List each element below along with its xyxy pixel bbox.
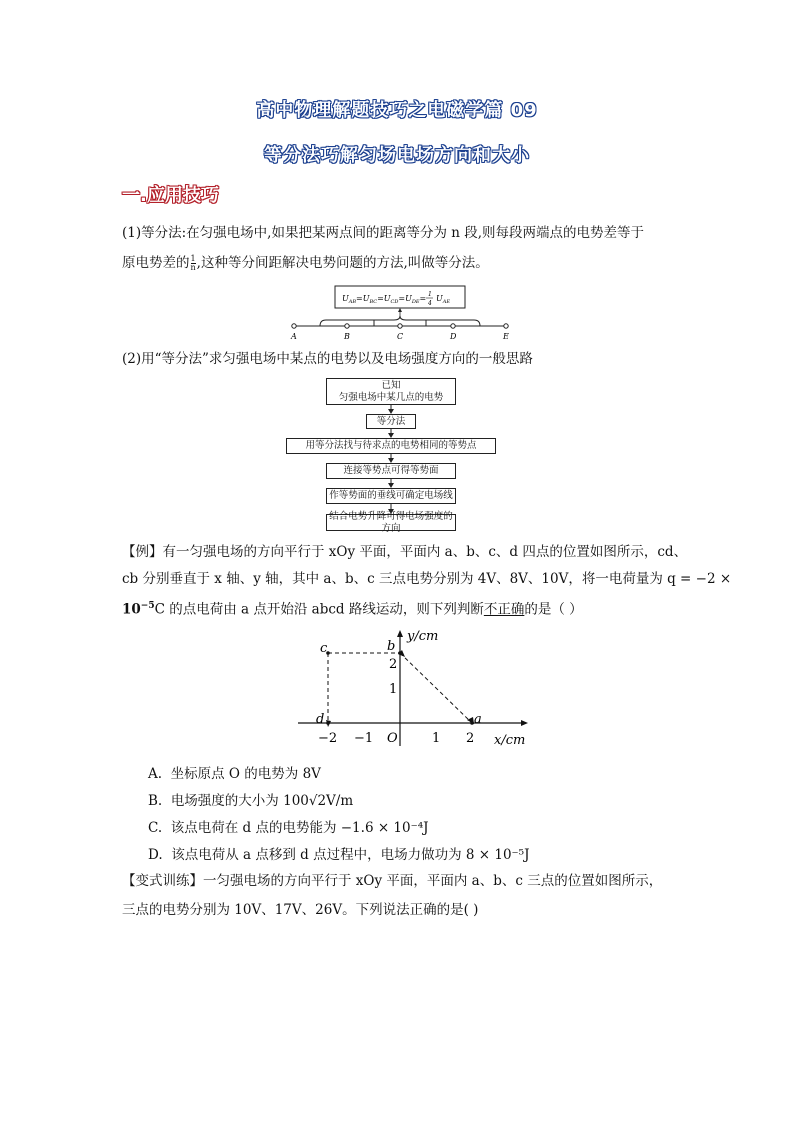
flow-box-direction-label: 结合电势升降可得电场强度的方向	[329, 510, 453, 534]
label-b: b	[387, 639, 396, 654]
flow-box-perp	[326, 488, 456, 504]
exp-power: −5	[140, 601, 155, 611]
flow-box-direction	[326, 510, 456, 534]
flow-box-method-label: 等分法	[376, 415, 406, 427]
flow-box-connect	[326, 463, 456, 479]
ba-dash	[400, 653, 472, 723]
option-a	[148, 762, 321, 782]
fraction-den: n	[190, 263, 196, 272]
flow-box-known-line2: 匀强电场中某几点的电势	[338, 391, 444, 403]
option-c-text: 该点电荷在 d 点的电势能为 −1.6 × 10⁻⁴J	[170, 820, 429, 836]
fraction	[191, 255, 196, 272]
point-e-label: E	[503, 332, 509, 341]
formula-text: $U_{AB}=U_{BC}=U_{CD}=U_{DE}=$	[342, 294, 427, 305]
flow-box-method	[366, 414, 416, 429]
point-a-label: A	[291, 332, 297, 341]
coordinate-graph	[290, 624, 535, 749]
point-a-marker	[292, 324, 296, 328]
point-d-label: D	[450, 332, 457, 341]
frac-1: 1	[428, 291, 432, 298]
label-c: c	[320, 641, 328, 656]
point-b-label: B	[344, 332, 350, 341]
flow-box-connect-label: 连接等势点可得等势面	[343, 465, 439, 476]
x-tick-2: 2	[466, 731, 475, 746]
point-e-marker	[504, 324, 508, 328]
label-a: a	[474, 712, 482, 727]
point-d-marker	[451, 324, 455, 328]
option-a-label: A.	[148, 766, 163, 782]
variant-line1: 【变式训练】一匀强电场的方向平行于 xOy 平面，平面内 a、b、c 三点的位置如图所示，	[122, 873, 663, 889]
option-b-text: 电场强度的大小为 100√2V/m	[170, 793, 354, 809]
label-d: d	[316, 712, 325, 727]
option-d-text: 该点电荷从 a 点移到 d 点过程中，电场力做功为 8 × 10⁻⁵J	[171, 847, 530, 863]
example-line3-b: C 的点电荷由 a 点开始沿 abcd 路线运动，则下列判断	[154, 601, 484, 618]
flow-box-known	[326, 378, 456, 405]
option-b	[148, 789, 353, 809]
page-subtitle: 等分法巧解匀场电场方向和大小	[264, 145, 530, 166]
para1-line2	[122, 253, 489, 273]
option-a-text: 坐标原点 O 的电势为 8V	[170, 766, 321, 782]
y-tick-1: 1	[389, 682, 398, 697]
flow-box-perp-label: 作等势面的垂线可确定电场线	[329, 490, 453, 501]
option-d	[148, 843, 530, 863]
x-tick-neg2: −2	[318, 731, 338, 746]
frac-4: 4	[428, 300, 432, 307]
option-c	[148, 816, 429, 836]
option-d-label: D.	[148, 847, 163, 863]
flow-box-known-line1: 已知	[381, 379, 401, 391]
page-title: 高中物理解题技巧之电磁学篇 09	[256, 100, 538, 121]
flow-box-find-label: 用等分法找与待求点的电势相同的等势点	[305, 440, 477, 451]
y-tick-2: 2	[389, 657, 398, 672]
variant-line2: 三点的电势分别为 10V、17V、26V。下列说法正确的是( )	[122, 902, 479, 918]
point-d-dot	[326, 721, 330, 725]
example-line3	[122, 596, 583, 620]
para1-line2-b: ,这种等分间距解决电势问题的方法,叫做等分法。	[196, 255, 489, 271]
origin-label: O	[387, 731, 398, 746]
y-axis-label: y/cm	[407, 629, 439, 644]
x-tick-1: 1	[432, 731, 441, 746]
formula-uae: $U_{AE}$	[436, 294, 451, 305]
fraction-num: 1	[190, 254, 196, 263]
para1-line1: (1)等分法:在匀强电场中,如果把某两点间的距离等分为 n 段,则每段两端点的电势差等于	[122, 225, 645, 241]
section-heading: 一.应用技巧	[122, 185, 219, 206]
option-b-label: B.	[148, 793, 163, 809]
example-line3-c: 的是（ ）	[524, 601, 583, 618]
point-b-dot	[398, 651, 402, 655]
point-b-marker	[345, 324, 349, 328]
option-c-label: C.	[148, 820, 163, 836]
flow-box-find	[286, 438, 496, 454]
para2: (2)用“等分法”求匀强电场中某点的电势以及电场强度方向的一般思路	[122, 351, 533, 367]
para1-line2-a: 原电势差的	[122, 255, 190, 271]
number-line-diagram	[280, 282, 520, 342]
x-axis-label: x/cm	[494, 733, 526, 748]
example-line2: cb 分别垂直于 x 轴、y 轴，其中 a、b、c 三点电势分别为 4V、8V、10V，将一电荷量为 q = −2 ×	[122, 571, 732, 587]
flowchart	[286, 376, 496, 534]
exp-base: 10	[122, 601, 141, 618]
x-tick-neg1: −1	[354, 731, 374, 746]
example-line1: 【例】有一匀强电场的方向平行于 xOy 平面，平面内 a、b、c、d 四点的位置如图所示，cd、	[122, 544, 688, 560]
point-c-label: C	[397, 332, 404, 341]
underlined-word: 不正确	[483, 601, 525, 618]
point-c-marker	[398, 324, 402, 328]
